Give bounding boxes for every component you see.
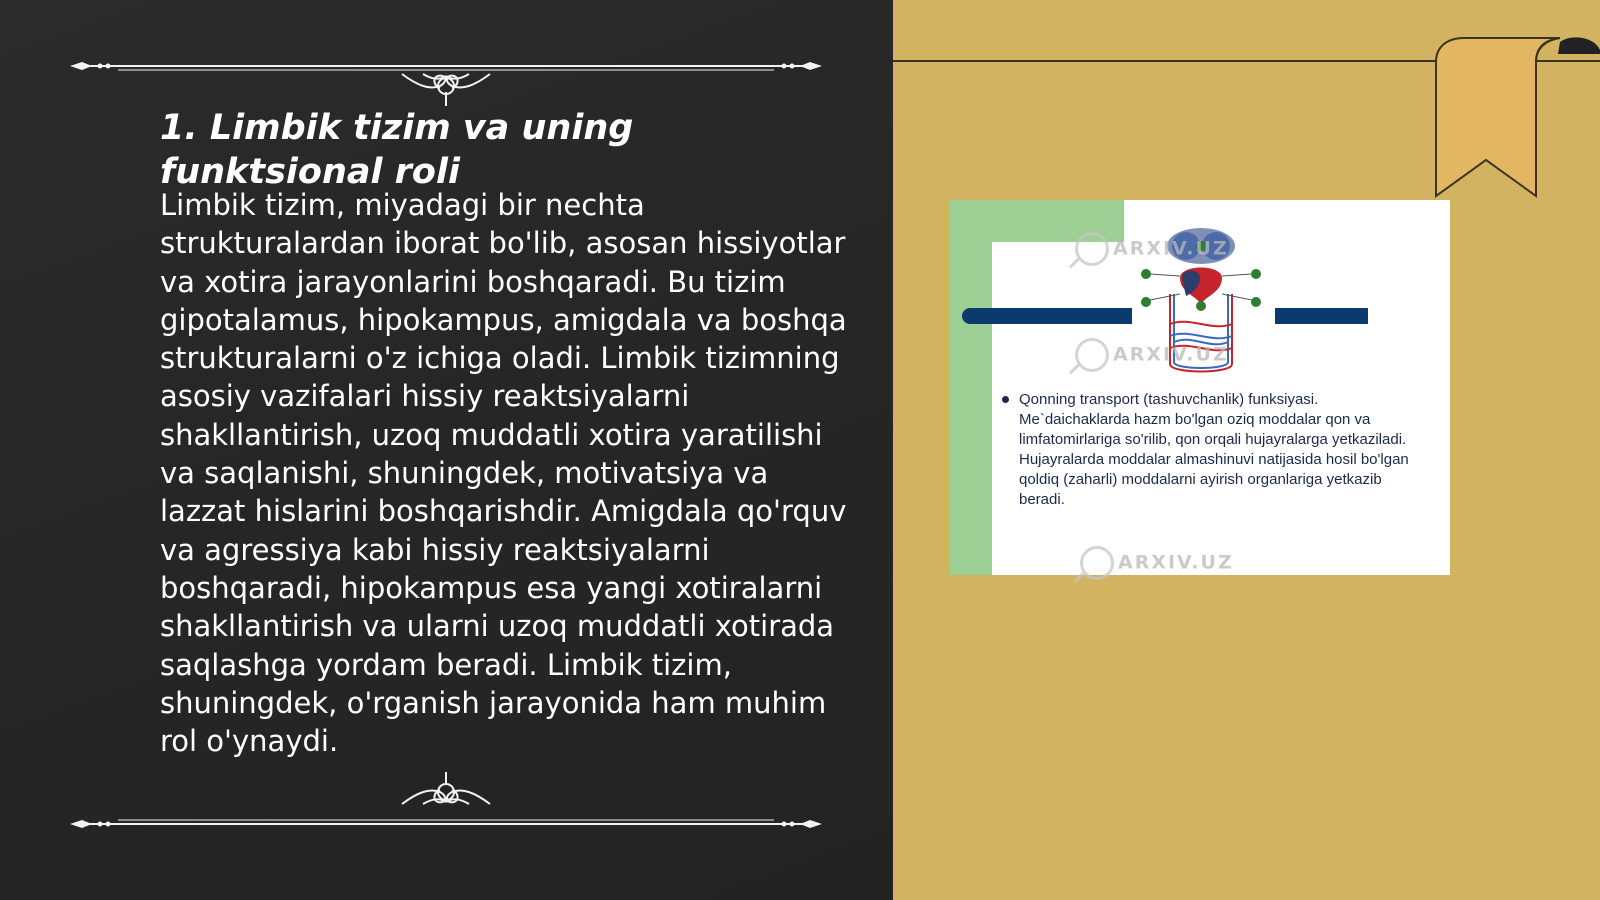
watermark-2 xyxy=(1075,338,1229,372)
watermark-text: ARXIV.UZ xyxy=(1113,237,1229,260)
watermark-1 xyxy=(1075,232,1229,266)
watermark-text: ARXIV.UZ xyxy=(1113,343,1229,366)
card-green-strip xyxy=(950,200,992,575)
watermark-3 xyxy=(1080,546,1234,580)
bottom-ornament-divider xyxy=(68,772,824,832)
slide-title: 1. Limbik tizim va uning funktsional roli xyxy=(160,108,634,192)
top-ornament-divider xyxy=(68,46,824,106)
card-title-bar-left xyxy=(962,308,1132,324)
watermark-text: ARXIV.UZ xyxy=(1118,551,1234,574)
slide-body-text: Limbik tizim, miyadagi bir nechta strukturalardan iborat bo'lib, asosan hissiyotlar va xotira jarayonlarini boshqaradi. Bu tizim gipotalamus, hipokampus, amigdala va boshqa strukturalarni o'z ichiga oladi. Limbik tizimning asosiy vazifalari hissiy reaktsiyalarni shakllantirish, uzoq muddatli xotira yaratilishi va saqlanishi, shuningdek, motivatsiya va lazzat hislarini boshqarishdir. Amigdala qo'rquv va agressiya kabi hissiy reaktsiyalarni boshqaradi, hipokampus esa yangi xotiralarni shakllantirish va ularni uzoq muddatli xotirada saqlashga yordam beradi. Limbik tizim, shuningdek, o'rganish jarayonida ham muhim rol o'ynaydi. xyxy=(160,188,847,759)
bullet-dot-icon xyxy=(1002,396,1009,403)
card-title-bar-right xyxy=(1275,308,1368,324)
card-bullet-text: Qonning transport (tashuvchanlik) funksiyasi. Me`daichaklarda hazm bo'lgan oziq moddalar qon va limfatomirlariga so'rilib, qon orqali hujayralarga yetkaziladi. Hujayralarda moddalar almashinuvi natijasida hosil bo'lgan qoldiq (zaharli) moddalarni ayirish organlariga yetkazib beradi. xyxy=(1019,391,1409,508)
magnifier-icon xyxy=(1075,338,1109,372)
magnifier-icon xyxy=(1080,546,1114,580)
bookmark-ribbon-icon xyxy=(1434,36,1600,200)
magnifier-icon xyxy=(1075,232,1109,266)
